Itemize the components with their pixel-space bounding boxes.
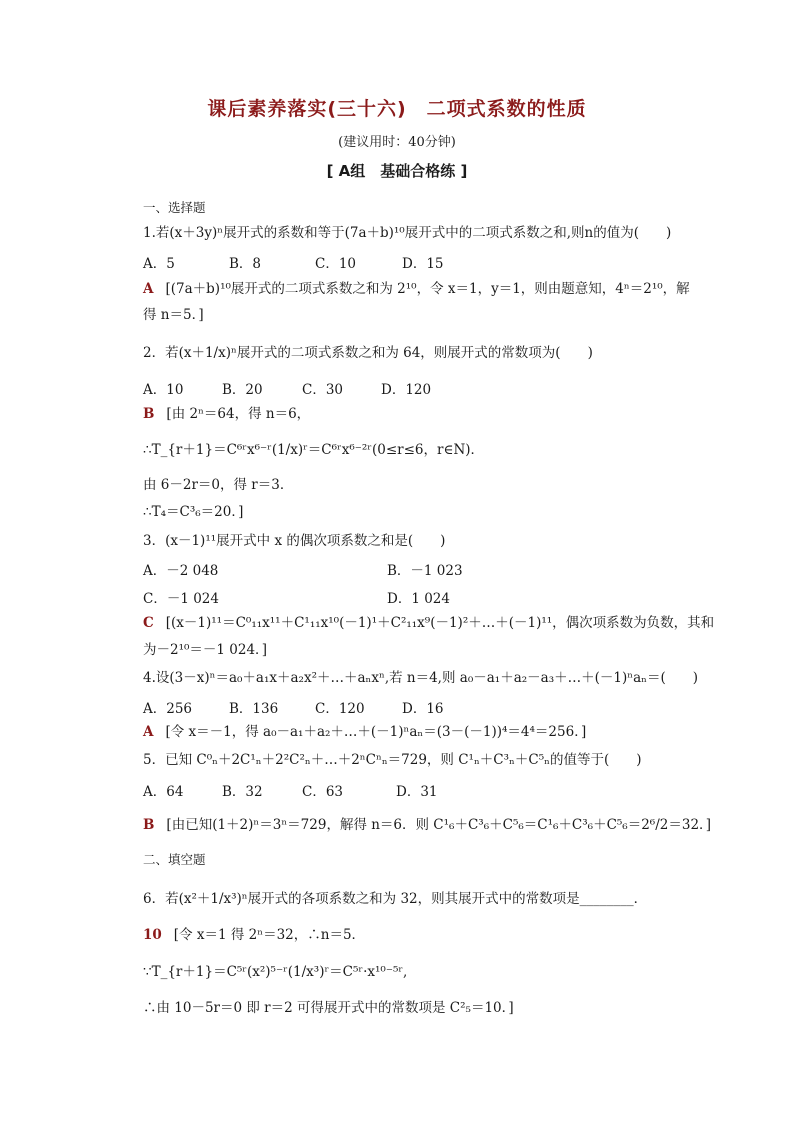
q1-option-d: D．15 bbox=[402, 256, 444, 272]
q6-answer: 10 bbox=[143, 927, 162, 943]
q1-answer: A bbox=[143, 281, 154, 297]
q4-answer: A bbox=[143, 724, 154, 740]
q3-answer: C bbox=[143, 615, 154, 631]
section-choice: 一、选择题 bbox=[143, 200, 206, 215]
q5-answer: B bbox=[143, 817, 155, 833]
section-fill: 二、填空题 bbox=[143, 852, 206, 867]
q3-stem: 3．(x－1)¹¹展开式中 x 的偶次项系数之和是( ) bbox=[143, 533, 446, 549]
q2-solution-line-4: ∴T₄＝C³₆＝20．] bbox=[143, 504, 244, 520]
q1-option-b: B．8 bbox=[229, 256, 262, 272]
q6-solution-line-1: 10 [令 x＝1 得 2ⁿ＝32，∴n＝5． bbox=[143, 927, 366, 943]
q5-option-d: D．31 bbox=[396, 784, 438, 800]
q2-stem: 2．若(x＋1/x)ⁿ展开式的二项式系数之和为 64，则展开式的常数项为( ) bbox=[143, 345, 593, 361]
q2-solution-line-1: B [由 2ⁿ＝64，得 n＝6， bbox=[143, 406, 311, 422]
q5-stem: 5．已知 C⁰ₙ＋2C¹ₙ＋2²C²ₙ＋…＋2ⁿCⁿₙ＝729，则 C¹ₙ＋C³ₙ＋C⁵ₙ的值等于( ) bbox=[143, 752, 642, 768]
q3-solution-line-1: C [(x－1)¹¹＝C⁰₁₁x¹¹＋C¹₁₁x¹⁰(－1)¹＋C²₁₁x⁹(－1)²＋…＋(－1)¹¹，偶次项系数为负数，其和 bbox=[143, 615, 715, 631]
q4-option-a: A．256 bbox=[143, 701, 193, 717]
q1-stem: 1.若(x＋3y)ⁿ展开式的系数和等于(7a＋b)¹⁰展开式中的二项式系数之和,则n的值为( ) bbox=[143, 225, 672, 241]
group-label: [ A组 基础合格练 ] bbox=[326, 162, 468, 180]
q3-option-c: C．－1 024 bbox=[143, 591, 219, 607]
q4-solution-line-1: A [令 x＝－1，得 a₀－a₁＋a₂＋…＋(－1)ⁿaₙ＝(3－(－1))⁴＝4⁴＝256．] bbox=[143, 724, 587, 740]
q4-stem: 4.设(3－x)ⁿ＝a₀＋a₁x＋a₂x²＋…＋aₙxⁿ,若 n＝4,则 a₀－a₁＋a₂－a₃＋…＋(－1)ⁿaₙ＝( ) bbox=[143, 670, 698, 686]
q3-option-a: A．－2 048 bbox=[143, 563, 219, 579]
q2-option-b: B．20 bbox=[222, 382, 263, 398]
q2-option-a: A．10 bbox=[143, 382, 184, 398]
q2-option-d: D．120 bbox=[381, 382, 432, 398]
q6-solution-line-3: ∴由 10－5r＝0 即 r＝2 可得展开式中的常数项是 C²₅＝10．] bbox=[143, 1000, 514, 1016]
q6-stem: 6．若(x²＋1/x³)ⁿ展开式的各项系数之和为 32，则其展开式中的常数项是________． bbox=[143, 891, 648, 907]
q1-option-c: C．10 bbox=[315, 256, 357, 272]
q5-option-a: A．64 bbox=[143, 784, 184, 800]
q1-solution-line-2: 得 n＝5．] bbox=[143, 307, 204, 323]
q1-solution-line-1: A [(7a＋b)¹⁰展开式的二项式系数之和为 2¹⁰，令 x＝1，y＝1，则由题意知，4ⁿ＝2¹⁰，解 bbox=[143, 281, 690, 297]
q2-option-c: C．30 bbox=[302, 382, 344, 398]
q2-answer: B bbox=[143, 406, 155, 422]
q2-solution-line-2: ∴T_{r＋1}＝C⁶ʳx⁶⁻ʳ(1/x)ʳ＝C⁶ʳx⁶⁻²ʳ(0≤r≤6，r∈N)． bbox=[143, 442, 485, 458]
q6-solution-line-2: ∵T_{r＋1}＝C⁵ʳ(x²)⁵⁻ʳ(1/x³)ʳ＝C⁵ʳ·x¹⁰⁻⁵ʳ, bbox=[143, 964, 408, 980]
q3-option-d: D．1 024 bbox=[387, 591, 450, 607]
q4-option-b: B．136 bbox=[229, 701, 279, 717]
q5-option-c: C．63 bbox=[302, 784, 344, 800]
q2-solution-line-3: 由 6－2r＝0，得 r＝3． bbox=[143, 477, 294, 493]
q5-solution-line-1: B [由已知(1＋2)ⁿ＝3ⁿ＝729，解得 n＝6．则 C¹₆＋C³₆＋C⁵₆＝C¹₆＋C³₆＋C⁵₆＝2⁶/2＝32．] bbox=[143, 817, 712, 833]
q3-solution-line-2: 为－2¹⁰＝－1 024．] bbox=[143, 642, 268, 658]
page-title: 课后素养落实(三十六) 二项式系数的性质 bbox=[207, 98, 587, 120]
q4-option-d: D．16 bbox=[402, 701, 444, 717]
q1-option-a: A．5 bbox=[143, 256, 175, 272]
suggested-time: (建议用时：40分钟) bbox=[338, 135, 456, 150]
q3-option-b: B．－1 023 bbox=[387, 563, 463, 579]
q4-option-c: C．120 bbox=[315, 701, 365, 717]
q5-option-b: B．32 bbox=[222, 784, 263, 800]
